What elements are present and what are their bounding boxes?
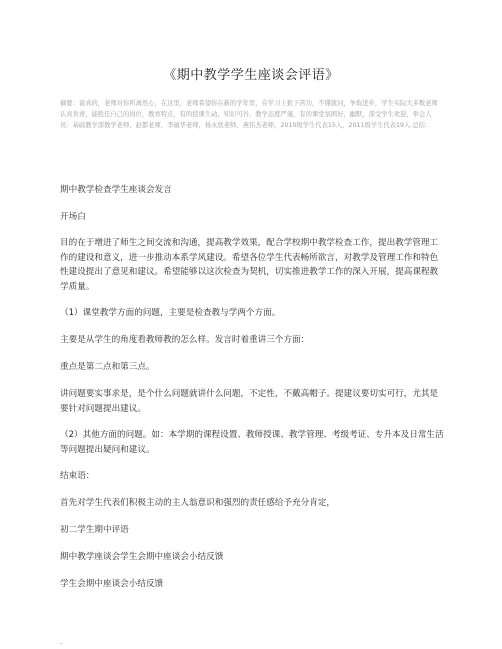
- paragraph: 重点是第二点和第三点。: [60, 362, 155, 372]
- paragraph: 结束语：: [60, 471, 95, 481]
- document-summary: 摘要：说真的，老师对你所离然心，在这里，老师希望你在新的学年里，在学习上狠下苦功，不懂就问，争取进步，学生实际大多数老师认真负责，能胜任自己的岗位，教育特点，有的授课生动，知识可谷，教学态度严谨，有的课堂氛围好，幽默，深受学生欢迎，举会人员：基础教学部教学老师，赵都老师，李丽华老师，杨永欣老师，燕伟杰老师，2010级学生代表15人，2011级学生代表19人.总结：: [60, 100, 438, 129]
- paragraph: （1）课堂教学方面的问题，主要是检查教与学两个方面。: [60, 308, 281, 318]
- paragraph: 主要是从学生的角度看教师教的怎么样。发言时着重讲三个方面：: [60, 335, 310, 345]
- paragraph: 期中教学检查学生座谈会发言: [60, 185, 172, 195]
- paragraph: 目的在于增进了师生之间交流和沟通，提高教学效果，配合学校期中教学检查工作，提出教学管理工作的建设和意义，进一步推动本系学风建设。希望各位学生代表畅所欲言，对教学及管理工作和特色性建设提出了意见和建议。希望能够以这次检查为契机，切实推进教学工作的深入开展，提高课程教学质量。: [60, 238, 439, 292]
- page-footer-mark: .: [60, 638, 63, 646]
- paragraph: 学生会期中座谈会小结反馈: [60, 579, 164, 589]
- paragraph: 开场白: [60, 212, 86, 222]
- paragraph: 首先对学生代表们积极主动的主人翁意识和强烈的责任感给予充分肯定，: [60, 498, 336, 508]
- paragraph: 期中教学座谈会学生会期中座谈会小结反馈: [60, 552, 224, 562]
- paragraph: 初二学生期中评语: [60, 525, 129, 535]
- paragraph: （2）其他方面的问题。如：本学期的课程设置、教师授课、教学管理、考级考证、专升本及日常生活等问题提出疑问和建议。: [60, 430, 444, 455]
- document-title: 《期中教学学生座谈会评语》: [163, 68, 339, 83]
- paragraph: 讲问题要实事求是，是个什么问题就讲什么问题，不定性，不戴高帽子。提建议要切实可行，尤其是要针对问题提出建议。: [60, 389, 439, 414]
